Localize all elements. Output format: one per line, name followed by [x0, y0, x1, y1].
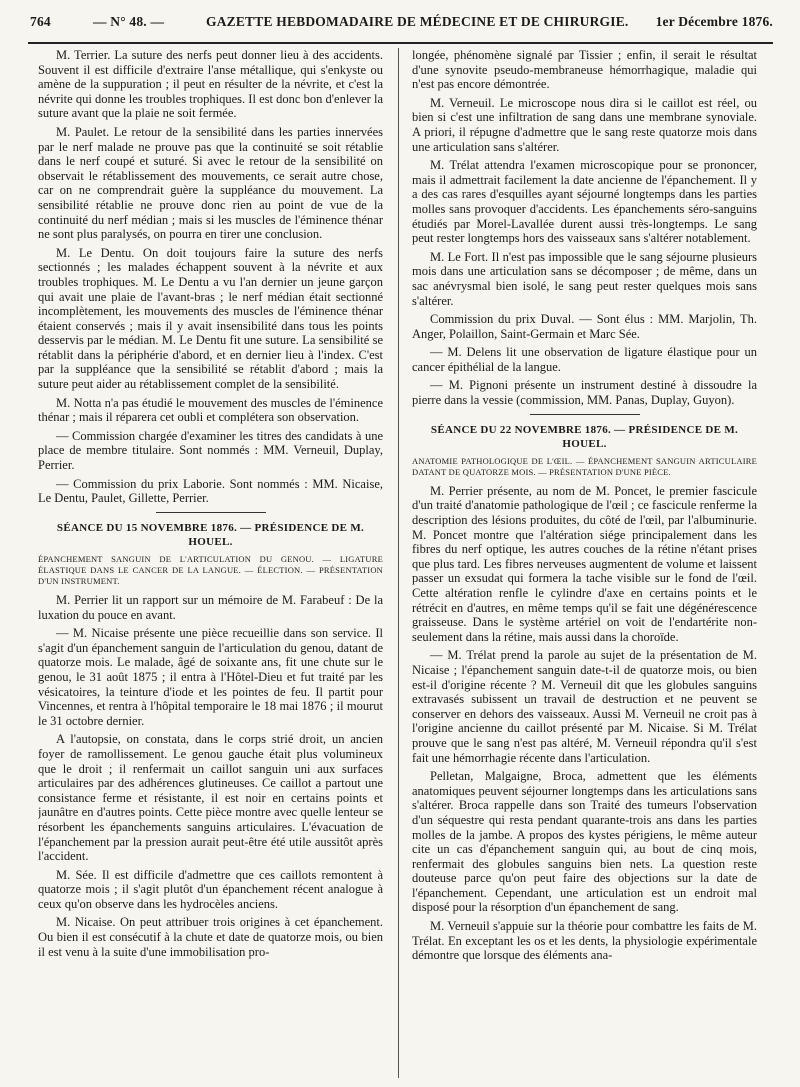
- paragraph: M. Verneuil. Le microscope nous dira si le caillot est réel, ou bien si c'est une infiltration de sang dans une membrane synoviale. A priori, il répugne d'admettre que le sang reste quatorze mois dans une articulation sans s'altérer.: [412, 95, 757, 154]
- journal-title: GAZETTE HEBDOMADAIRE DE MÉDECINE ET DE CHIRURGIE.: [206, 14, 629, 29]
- paragraph: — M. Pignoni présente un instrument destiné à dissoudre la pierre dans la vessie (commission, MM. Panas, Duplay, Guyon).: [412, 378, 757, 408]
- paragraph: longée, phénomène signalé par Tissier ; enfin, il serait le résultat d'une synovite pseudo-membraneuse hémorrhagique, maladie qui n'est pas encore démontrée.: [412, 48, 757, 92]
- right-column: [412, 48, 757, 1080]
- paragraph: M. Le Fort. Il n'est pas impossible que le sang séjourne plusieurs mois dans une articulation sans se décomposer ; de même, dans un sac anévrysmal bien isolé, le sang peut rester quelques mois sans s'altérer.: [412, 249, 757, 308]
- paragraph: M. Terrier. La suture des nerfs peut donner lieu à des accidents. Souvent il est difficile d'extraire l'anse métallique, qui s'enkyste ou amène de la suppuration ; il peut en résulter de la névrite, et c'est la névrite qui donne les troubles trophiques. Il est donc bon d'enlever la suture avant que la plaie ne soit fermée.: [38, 48, 383, 121]
- seance-summary: ANATOMIE PATHOLOGIQUE DE L'ŒIL. — ÉPANCHEMENT SANGUIN ARTICULAIRE DATANT DE QUATORZE MOIS. — PRÉSENTATION D'UNE PIÈCE.: [412, 455, 757, 477]
- seance-heading: SÉANCE DU 22 NOVEMBRE 1876. — PRÉSIDENCE DE M. HOUEL.: [430, 423, 739, 451]
- paragraph: — M. Nicaise présente une pièce recueillie dans son service. Il s'agit d'un épanchement sanguin de l'articulation du genou, datant de quatorze mois. Le malade, âgé de soixante ans, fit une chute sur le genou, le 31 août 1875 ; il entra à l'Hôtel-Dieu et fut traité par les vésicatoires, la teinture d'iode et les pointes de feu. Il partit pour Vincennes, et rentra à l'hôpital temporaire le 18 mai 1876 ; il mourut le 31 octobre dernier.: [38, 626, 383, 728]
- column-divider: [398, 48, 399, 1078]
- paragraph: M. Verneuil s'appuie sur la théorie pour combattre les faits de M. Trélat. En exceptant les os et les dents, la physiologie expérimentale démontre que lorsque des éléments ana-: [412, 919, 757, 963]
- paragraph: — M. Trélat prend la parole au sujet de la présentation de M. Nicaise ; l'épanchement sanguin date-t-il de quatorze mois, ou bien est-il d'origine récente ? M. Verneuil dit que les globules sanguins extravasés subissent un travail de destruction et ne peuvent se conserver en dehors des vaisseaux. Aussi M. Verneuil ne croit pas à l'origine ancienne du caillot présenté par M. Nicaise. Si M. Trélat prouve que le sang n'est pas altéré, M. Verneuil répondra qu'il s'est fait une hémorrhagie récente dans l'articulation.: [412, 648, 757, 765]
- paragraph: M. Notta n'a pas étudié le mouvement des muscles de l'éminence thénar ; mais il réparera cet oubli et complétera son observation.: [38, 395, 383, 425]
- paragraph: A l'autopsie, on constata, dans le corps strié droit, un ancien foyer de ramollissement. Le genou gauche était plus volumineux que le droit ; il renfermait un caillot sanguin uni aux surfaces articulaires par des adhérences glutineuses. Ce caillot a partout une consistance ferme et résistante, il est noir en certains points et jaunâtre en d'autres points. Cette pièce montre avec quelle lenteur se résorbent les épanchements sanguins articulaires. L'évacuation de l'épanchement par la pression aurait peut-être été utile aussitôt après l'accident.: [38, 732, 383, 864]
- paragraph: M. Trélat attendra l'examen microscopique pour se prononcer, mais il admettrait facilement la date ancienne de l'épanchement. Il y a des cas rares d'esquilles ayant séjourné longtemps dans les parties molles sans provoquer d'accidents. Les épanchements séro-sanguins étudiés par Morel-Lavallée durent aussi très-longtemps. Le sang peut rester longtemps hors des vaisseaux sans s'altérer notablement.: [412, 158, 757, 246]
- section-divider: [530, 414, 640, 415]
- seance-heading: SÉANCE DU 15 NOVEMBRE 1876. — PRÉSIDENCE DE M. HOUEL.: [56, 521, 365, 549]
- section-divider: [156, 512, 266, 513]
- paragraph: — Commission chargée d'examiner les titres des candidats à une place de membre titulaire. Sont nommés : MM. Verneuil, Duplay, Perrier.: [38, 428, 383, 473]
- paragraph: M. Nicaise. On peut attribuer trois origines à cet épanchement. Ou bien il est consécutif à la chute et date de quatorze mois, ou bien il est venu à la suite d'une immobilisation pro-: [38, 915, 383, 959]
- paragraph: M. Le Dentu. On doit toujours faire la suture des nerfs sectionnés ; les malades échappent souvent à la névrite et aux troubles trophiques. M. Le Dentu a vu l'an dernier un jeune garçon qui avait une plaie de l'avant-bras ; le nerf médian était sectionné incomplètement, les mouvements des muscles de l'éminence thénar étaient conservés ; mais il y avait insensibilité dans tous les points desservis par le médian. M. Le Dentu fit une suture. La sensibilité se rétablit dans la périphérie d'abord, et en dernier lieu à l'index. C'est par la suppléance que la sensibilité se rétablit d'abord ; mais la suture peut aider au rétablissement complet de la sensibilité.: [38, 245, 383, 392]
- left-column: [38, 48, 383, 1080]
- paragraph: M. Perrier lit un rapport sur un mémoire de M. Farabeuf : De la luxation du pouce en avant.: [38, 593, 383, 622]
- page-number: 764: [30, 14, 51, 29]
- paragraph: — M. Delens lit une observation de ligature élastique pour un cancer épithélial de la langue.: [412, 345, 757, 374]
- paragraph: M. Perrier présente, au nom de M. Poncet, le premier fascicule d'un traité d'anatomie pathologique de l'œil ; ce fascicule renferme la description des lésions produites, du côté de l'œil, par l'albuminurie. M. Poncet montre que l'altération siége principalement dans les fibres du nerf optique, les autres couches de la rétine n'étant prises que plus tard. Les fibres nerveuses augmentent de volume et laissent passer un exsudat qui formera la tache visible sur le fond de l'œil. Cette altération renfle le cylindre d'axe en certains points et le rétrécit en d'autres, en même temps qu'il se fait une dégénérescence graisseuse. Dans le système artériel on voit de l'endartérite non-seulement dans la rétine, mais aussi dans la choroïde.: [412, 483, 757, 644]
- seance-summary: ÉPANCHEMENT SANGUIN DE L'ARTICULATION DU GENOU. — LIGATURE ÉLASTIQUE DANS LE CANCER DE LA LANGUE. — ÉLECTION. — PRÉSENTATION D'UN INSTRUMENT.: [38, 554, 383, 586]
- header-rule: [28, 42, 773, 44]
- paragraph: — Commission du prix Laborie. Sont nommés : MM. Nicaise, Le Dentu, Paulet, Gillette, Perrier.: [38, 476, 383, 506]
- issue-date: 1er Décembre 1876.: [655, 14, 773, 29]
- running-header: [28, 14, 773, 38]
- paragraph: Pelletan, Malgaigne, Broca, admettent que les éléments anatomiques peuvent séjourner longtemps dans les articulations sans s'altérer. Broca rappelle dans son Traité des tumeurs l'observation d'un séquestre qui resta pendant quarante-trois ans dans les parties molles de la jambe. A propos des kystes périgiens, le même auteur cite un cas d'épanchement sanguin qui, au bout de cinq mois, renfermait des globules sanguins bien nets. La question reste douteuse parce qu'on peut faire des objections sur la date de l'épanchement. Cependant, une articulation est un endroit mal disposé pour la résorption d'un épanchement de sang.: [412, 769, 757, 915]
- paragraph: M. Paulet. Le retour de la sensibilité dans les parties innervées par le nerf malade ne prouve pas que la continuité se soit rétablie dans le nerf coupé et suturé. Si avec le retour de la sensibilité on observait le rétablissement des mouvements, ce serait autre chose, car on ne comprendrait guère la suppléance du mouvement. La sensibilité rétablie ne prouve donc rien au point de vue de la continuité du nerf médian ; mais si les muscles de l'éminence thénar ne sont plus paralysés, on pourra en tirer une conclusion.: [38, 124, 383, 242]
- paragraph: Commission du prix Duval. — Sont élus : MM. Marjolin, Th. Anger, Polaillon, Saint-Germain et Marc Sée.: [412, 312, 757, 341]
- issue-number: — N° 48. —: [93, 14, 165, 29]
- paragraph: M. Sée. Il est difficile d'admettre que ces caillots remontent à quatorze mois ; il s'agit plutôt d'un épanchement récent analogue à ceux qu'on observe dans les hydrocèles anciens.: [38, 867, 383, 911]
